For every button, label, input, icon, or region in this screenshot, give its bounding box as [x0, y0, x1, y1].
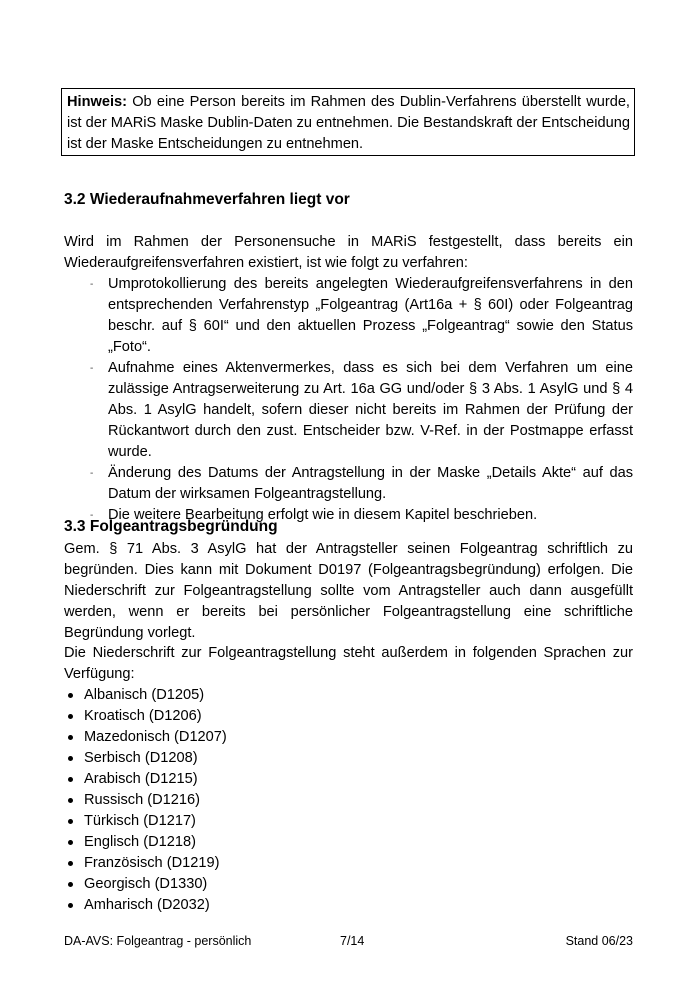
section-3-2-list — [64, 274, 633, 526]
bullet-icon — [68, 693, 73, 698]
bullet-icon — [68, 756, 73, 761]
dash-marker: - — [90, 510, 94, 521]
bullet-icon — [68, 714, 73, 719]
language-list — [64, 685, 227, 916]
footer-document-title: DA-AVS: Folgeantrag - persönlich — [64, 934, 252, 948]
dash-marker: - — [90, 363, 94, 374]
list-item: Russisch (D1216) — [64, 790, 227, 811]
list-item: Amharisch (D2032) — [64, 895, 227, 916]
section-3-3-paragraph-1: Gem. § 71 Abs. 3 AsylG hat der Antragsteller seinen Folgeantrag schriftlich zu begründen. Dies kann mit Dokument D0197 (Folgeantragsbegründung) erfolgen. Die Niederschrift zur Folgeantragstellung sollte vom Antragsteller auch dann ausgefüllt werden, wenn er bereits bei persönlicher Folgeantragstellung eine schriftliche Begründung vorlegt. — [64, 541, 633, 641]
footer-version: Stand 06/23 — [565, 934, 633, 948]
bullet-icon — [68, 903, 73, 908]
list-item: Türkisch (D1217) — [64, 811, 227, 832]
note-text: Ob eine Person bereits im Rahmen des Dublin-Verfahrens überstellt wurde, ist der MARiS Maske Dublin-Daten zu entnehmen. Die Bestandskraft der Entscheidung ist der Maske Entscheidungen zu entnehmen. — [67, 94, 630, 152]
section-3-3-paragraph-2: Die Niederschrift zur Folgeantragstellung steht außerdem in folgenden Sprachen zur Verfügung: — [64, 645, 633, 682]
bullet-icon — [68, 777, 73, 782]
footer-page-number: 7/14 — [340, 934, 365, 948]
bullet-icon — [68, 861, 73, 866]
section-3-2-intro: Wird im Rahmen der Personensuche in MARiS festgestellt, dass bereits ein Wiederaufgreifensverfahren existiert, ist wie folgt zu verfahren: — [64, 234, 633, 271]
bullet-icon — [68, 882, 73, 887]
list-item: Englisch (D1218) — [64, 832, 227, 853]
bullet-icon — [68, 798, 73, 803]
list-item: - Änderung des Datums der Antragstellung in der Maske „Details Akte“ auf das Datum der wirksamen Folgeantragstellung. — [90, 465, 633, 502]
dash-marker: - — [90, 279, 94, 290]
bullet-icon — [68, 735, 73, 740]
bullet-icon — [68, 840, 73, 845]
note-box — [61, 88, 635, 156]
section-heading-3-3: 3.3 Folgeantragsbegründung — [64, 518, 278, 535]
list-item: Georgisch (D1330) — [64, 874, 227, 895]
list-item: Albanisch (D1205) — [64, 685, 227, 706]
list-item: - Aufnahme eines Aktenvermerkes, dass es sich bei dem Verfahren um eine zulässige Antragserweiterung zu Art. 16a GG und/oder § 3 Abs. 1 AsylG und § 4 Abs. 1 AsylG handelt, sofern dieser nicht bereits im Rahmen der Prüfung der Rückantwort durch den zust. Entscheider bzw. V-Ref. in der Postmappe erfasst wurde. — [90, 360, 633, 460]
list-item: - Umprotokollierung des bereits angelegten Wiederaufgreifensverfahrens in den entsprechenden Verfahrenstyp „Folgeantrag (Art16a + § 60I) oder Folgeantrag beschr. auf § 60I“ und den aktuellen Prozess „Folgeantrag“ sowie den Status „Foto“. — [90, 276, 633, 355]
section-heading-3-2: 3.2 Wiederaufnahmeverfahren liegt vor — [64, 191, 350, 208]
note-label: Hinweis: — [67, 94, 128, 110]
page-footer — [64, 934, 633, 952]
list-item: Serbisch (D1208) — [64, 748, 227, 769]
dash-marker: - — [90, 468, 94, 479]
list-item: Französisch (D1219) — [64, 853, 227, 874]
list-item: Kroatisch (D1206) — [64, 706, 227, 727]
list-item: - Die weitere Bearbeitung erfolgt wie in diesem Kapitel beschrieben. — [64, 505, 633, 526]
list-item: Arabisch (D1215) — [64, 769, 227, 790]
list-item: Mazedonisch (D1207) — [64, 727, 227, 748]
bullet-icon — [68, 819, 73, 824]
